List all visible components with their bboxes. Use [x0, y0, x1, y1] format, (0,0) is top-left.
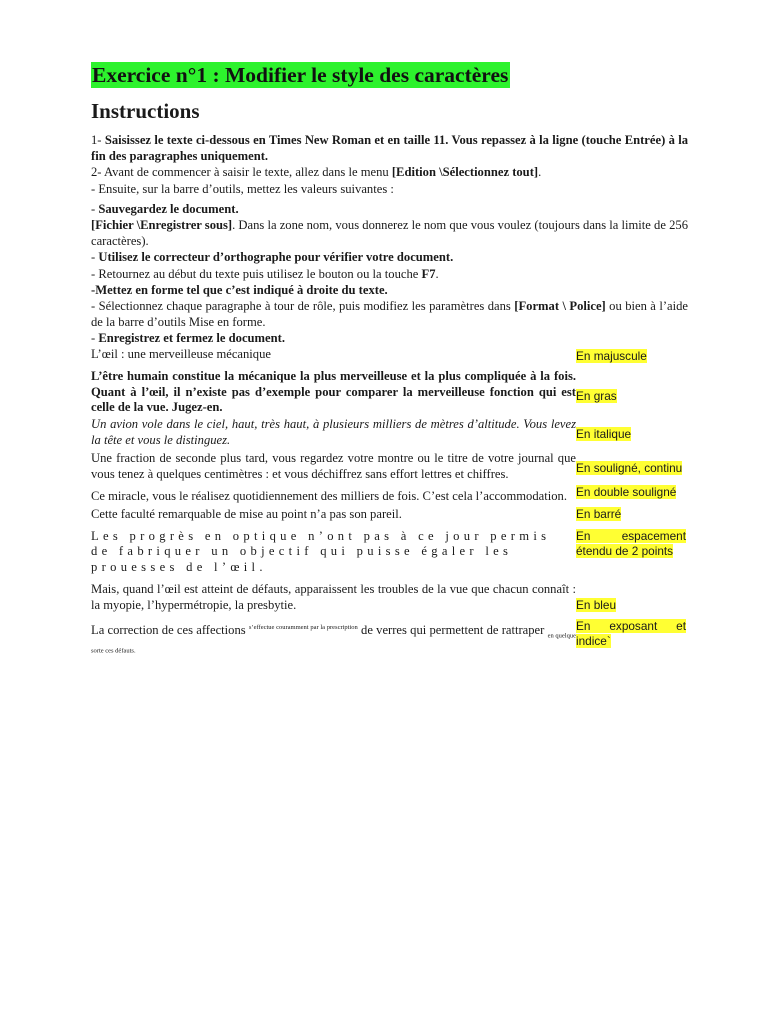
document-page [91, 62, 688, 654]
format-row-italic [91, 417, 688, 448]
exercise-title: Exercice n°1 : Modifier le style des caractères [92, 63, 509, 87]
row-text: Une fraction de seconde plus tard, vous regardez votre montre ou le titre de votre journal que vous tenez à quelques centimètres : et vous déchiffrez sans effort lettres et chiffres. [91, 451, 576, 481]
instructions-heading: Instructions [91, 99, 200, 123]
format-label: En espacement étendu de 2 points [576, 528, 686, 558]
row-text: La correction de ces affections $^{s’effectue couramment par la prescription}$ de verres qui permettent de rattraper $_{en quelque sorte ces défauts.}$ [91, 622, 577, 655]
format-row-spacing [91, 529, 688, 576]
instruction-5: [Fichier \Enregistrer sous]. Dans la zone nom, vous donnerez le nom que vous voulez (toujours dans la limite de 256 caractères). [91, 218, 688, 249]
instruction-6: - Utilisez le correcteur d’orthographe pour vérifier votre document. [91, 250, 454, 265]
instruction-10: - Enregistrez et fermez le document. [91, 331, 285, 346]
subscript-text: en quelque sorte ces défauts. [91, 632, 577, 655]
format-row-super-subscript [91, 618, 688, 655]
row-text: Mais, quand l’œil est atteint de défauts, apparaissent les troubles de la vue que chacun connaît : la myopie, l’hypermétropie, la presbytie. [91, 582, 576, 612]
format-label: En italique [576, 427, 632, 442]
instruction-4: - Sauvegardez le document. [91, 201, 239, 216]
row-text: Un avion vole dans le ciel, haut, très haut, à plusieurs milliers de mètres d’altitude. Vous levez la tête et vous le distinguez. [91, 417, 576, 447]
format-row-blue [91, 582, 688, 613]
row-text: Cette faculté remarquable de mise au point n’a pas son pareil. [91, 506, 402, 521]
row-text: Les progrès en optique n’ont pas à ce jour permis de fabriquer un objectif qui puisse égaler les prouesses de l’œil. [91, 528, 551, 574]
format-row-bold [91, 369, 688, 416]
format-row-underline [91, 451, 688, 482]
instructions-block [91, 132, 688, 347]
instruction-3: - Ensuite, sur la barre d’outils, mettez les valeurs suivantes : [91, 181, 394, 196]
instruction-1: 1- Saisissez le texte ci-dessous en Times New Roman et en taille 11. Vous repassez à la ligne (touche Entrée) à la fin des paragraphes uniquement. [91, 133, 689, 164]
instruction-8: -Mettez en forme tel que c’est indiqué à droite du texte. [91, 282, 388, 297]
instruction-2: 2- Avant de commencer à saisir le texte, allez dans le menu [Edition \Sélectionnez tout]. [91, 165, 542, 180]
format-label: En barré [576, 506, 622, 521]
instruction-9: - Sélectionnez chaque paragraphe à tour de rôle, puis modifiez les paramètres dans [Format \ Police] ou bien à l’aide de la barre d’outils Mise en forme. [91, 299, 688, 330]
format-label: En bleu [576, 598, 617, 613]
format-label: En gras [576, 389, 617, 404]
format-label: En majuscule [576, 348, 647, 363]
format-label: En souligné, continu [576, 461, 683, 476]
format-row-uppercase [91, 347, 688, 363]
row-text: L’œil : une merveilleuse mécanique [91, 346, 271, 361]
format-label: En double souligné [576, 485, 677, 500]
row-text: L’être humain constitue la mécanique la plus merveilleuse et la plus compliquée à la fois. Quant à l’œil, il n’existe pas d’exemple pour comparer la merveilleuse fonction qui est celle de la vue. Jugez-en. [91, 369, 576, 415]
instruction-7: - Retournez au début du texte puis utilisez le bouton ou la touche F7. [91, 266, 439, 281]
format-label: En exposant et indice` [576, 618, 686, 648]
format-row-strikethrough [91, 507, 688, 523]
format-row-double-underline [91, 485, 688, 505]
row-text: Ce miracle, vous le réalisez quotidiennement des milliers de fois. C’est cela l’accommodation. [91, 489, 567, 504]
superscript-text: s’effectue couramment par la prescription [248, 623, 358, 631]
